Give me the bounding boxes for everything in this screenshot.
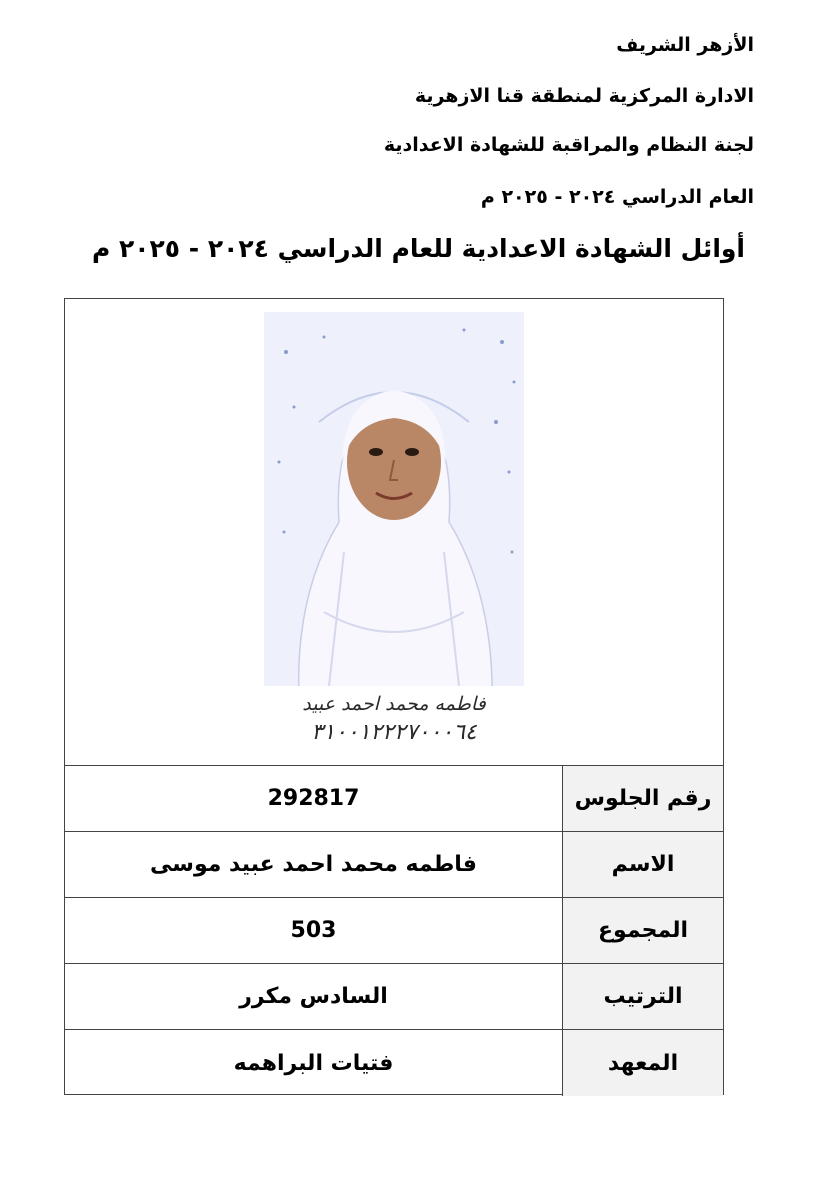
rank-value: السادس مكرر [65, 964, 563, 1029]
photo-caption-name: فاطمه محمد احمد عبيد [302, 693, 486, 715]
seat-number-value: 292817 [65, 766, 563, 831]
table-row-seat-number [65, 766, 723, 832]
institute-value: فتيات البراهمه [65, 1030, 563, 1096]
institute-label: المعهد [563, 1030, 723, 1096]
header-administration: الادارة المركزية لمنطقة قنا الازهرية [414, 85, 754, 107]
table-row-rank [65, 964, 723, 1030]
student-photo [264, 312, 524, 752]
rank-label: الترتيب [563, 964, 723, 1029]
table-row-total [65, 898, 723, 964]
total-score-label: المجموع [563, 898, 723, 963]
student-card [64, 298, 724, 1095]
total-score-value: 503 [65, 898, 563, 963]
table-row-institute [65, 1030, 723, 1096]
header-academic-year: العام الدراسي ٢٠٢٤ - ٢٠٢٥ م [480, 186, 754, 208]
seat-number-label: رقم الجلوس [563, 766, 723, 831]
photo-cell [65, 299, 723, 766]
document-title: أوائل الشهادة الاعدادية للعام الدراسي ٢٠٢٤ - ٢٠٢٥ م [92, 234, 745, 263]
header-org: الأزهر الشريف [616, 34, 754, 56]
header-committee: لجنة النظام والمراقبة للشهادة الاعدادية [383, 134, 754, 156]
student-name-value: فاطمه محمد احمد عبيد موسى [65, 832, 563, 897]
photo-caption [264, 686, 524, 752]
table-row-name [65, 832, 723, 898]
student-name-label: الاسم [563, 832, 723, 897]
photo-caption-id: ٣١٠٠١٢٢٢٧٠٠٠٦٤ [311, 720, 477, 745]
